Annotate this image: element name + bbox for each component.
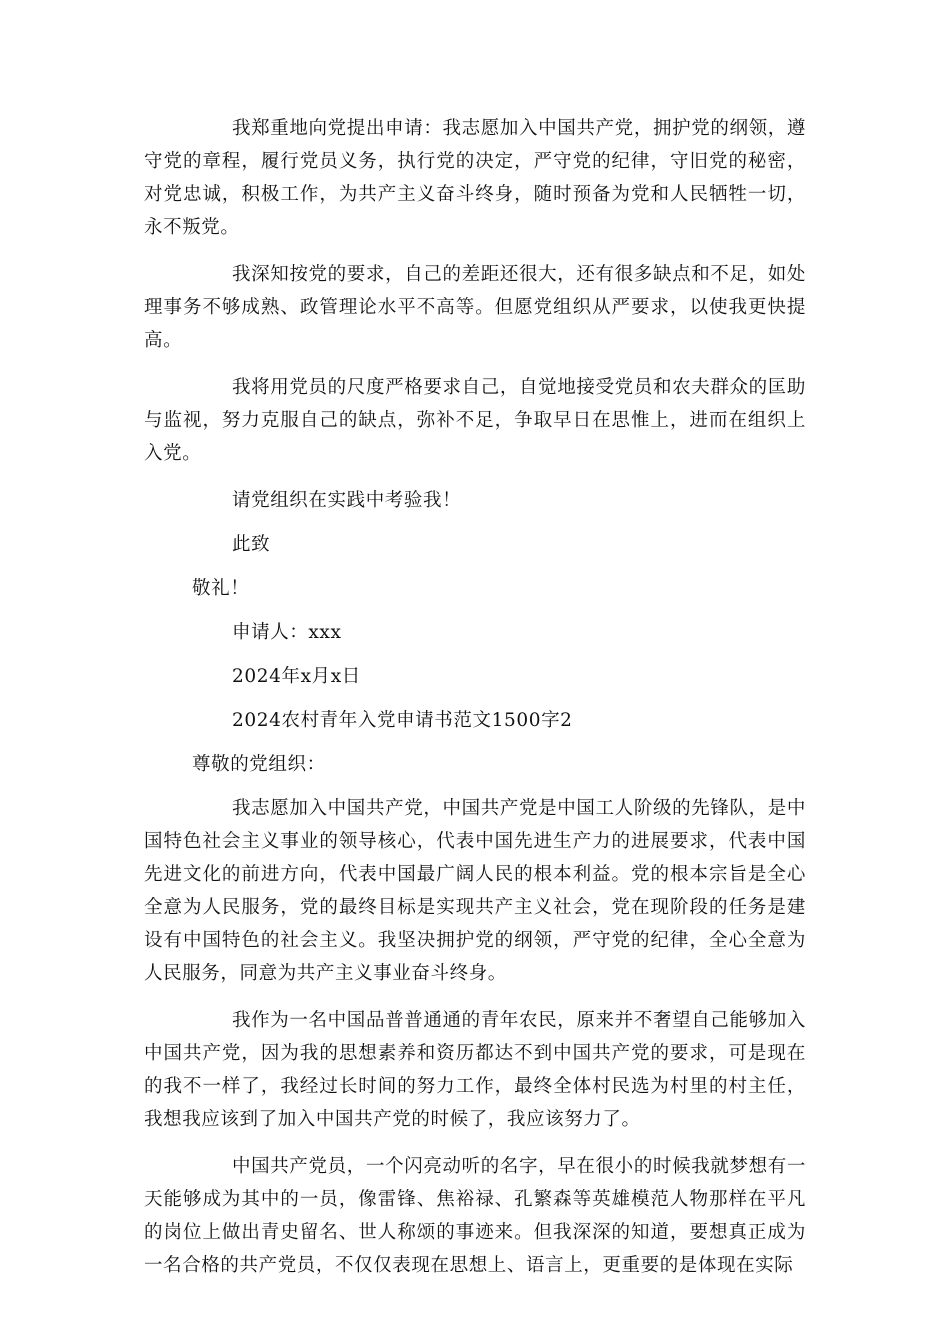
paragraph-application: 我郑重地向党提出申请：我志愿加入中国共产党，拥护党的纲领，遵守党的章程，履行党员义务，执行党的决定，严守党的纪律，守旧党的秘密，对党忠诚，积极工作，为共产主义奋斗终身，随时预备为党和人民牺牲一切，永不叛党。 xyxy=(144,118,806,238)
document-body xyxy=(144,112,806,1296)
closing-zhici: 此致 xyxy=(232,534,271,555)
paragraph-party-nature: 我志愿加入中国共产党，中国共产党是中国工人阶级的先锋队，是中国特色社会主义事业的领导核心，代表中国先进生产力的进展要求，代表中国先进文化的前进方向，代表中国最广阔人民的根本利益。党的根本宗旨是全心全意为人民服务，党的最终目标是实现共产主义社会，党在现阶段的任务是建设有中国特色的社会主义。我坚决拥护党的纲领，严守党的纪律，全心全意为人民服务，同意为共产主义事业奋斗终身。 xyxy=(144,798,806,984)
paragraph-shortcomings: 我深知按党的要求，自己的差距还很大，还有很多缺点和不足，如处理事务不够成熟、政管理论水平不高等。但愿党组织从严要求，以使我更快提高。 xyxy=(144,264,806,351)
applicant-line: 申请人：xxx xyxy=(232,622,342,643)
request-line: 请党组织在实践中考验我！ xyxy=(232,490,462,511)
paragraph-aspiration: 中国共产党员，一个闪亮动听的名字，早在很小的时候我就梦想有一天能够成为其中的一员，像雷锋、焦裕禄、孔繁森等英雄模范人物那样在平凡的岗位上做出青史留名、世人称颂的事迹来。但我深深的知道，要想真正成为一名合格的共产党员，不仅仅表现在思想上、语言上，更重要的是体现在实际 xyxy=(144,1156,806,1276)
paragraph-commitment: 我将用党员的尺度严格要求自己，自觉地接受党员和农夫群众的匡助与监视，努力克服自己的缺点，弥补不足，争取早日在思惟上，进而在组织上入党。 xyxy=(144,377,806,464)
closing-jingli: 敬礼！ xyxy=(192,578,250,599)
second-letter-title: 2024农村青年入党申请书范文1500字2 xyxy=(232,710,573,731)
date-line: 2024年x月x日 xyxy=(232,666,361,687)
paragraph-personal-background: 我作为一名中国品普普通通的青年农民，原来并不奢望自己能够加入中国共产党，因为我的思想素养和资历都达不到中国共产党的要求，可是现在的我不一样了，我经过长时间的努力工作，最终全体村民选为村里的村主任，我想我应该到了加入中国共产党的时候了，我应该努力了。 xyxy=(144,1010,806,1130)
second-letter-salutation: 尊敬的党组织： xyxy=(192,754,326,775)
